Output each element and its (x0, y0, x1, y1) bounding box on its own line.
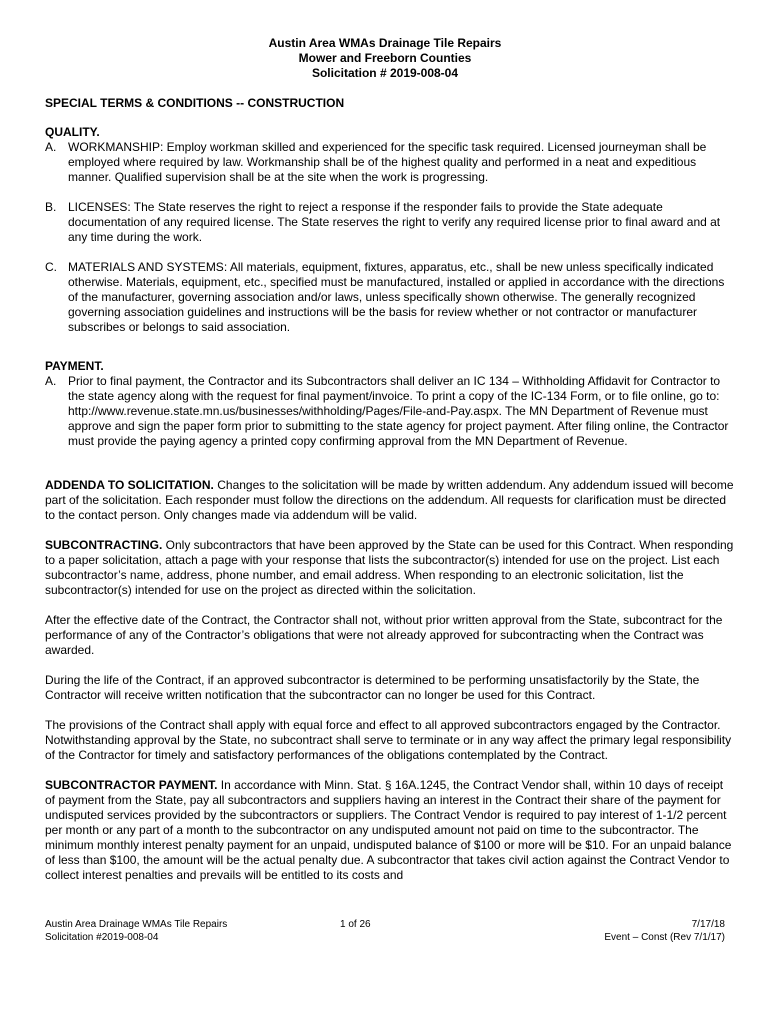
subcontracting-paragraph-4: The provisions of the Contract shall apply with equal force and effect to all approved subcontractors engaged by the Contractor. Notwithstanding approval by the State, no subcontract shall serve to terminate or in any way affect the primary legal responsibility of the Contractor for timely and satisfactory performances of the obligations contemplated by the Contract. (45, 718, 732, 762)
footer-project-title: Austin Area Drainage WMAs Tile Repairs (45, 919, 228, 930)
subcontracting-paragraph-3: During the life of the Contract, if an approved subcontractor is determined to be performing unsatisfactorily by the State, the Contractor will receive written notification that the subcontractor can no longer be used for this Contract. (45, 673, 700, 702)
item-label: A. (45, 140, 57, 154)
footer-date: 7/17/18 (691, 919, 725, 930)
document-header (0, 36, 770, 81)
section-title: SPECIAL TERMS & CONDITIONS -- CONSTRUCTION (45, 96, 345, 110)
item-text: LICENSES: The State reserves the right to reject a response if the responder fails to provide the State adequate documentation of any required license. The State reserves the right to verify any required license prior to final award and at any time during the work. (68, 200, 721, 244)
payment-heading: PAYMENT. (45, 359, 104, 373)
footer-solicitation: Solicitation #2019-008-04 (45, 932, 159, 943)
subcontractor-payment-paragraph (45, 778, 735, 883)
item-text: MATERIALS AND SYSTEMS: All materials, equipment, fixtures, apparatus, etc., shall be new unless specifically indicated otherwise. Materials, equipment, etc., specified must be manufactured, installed or applied in accordance with the directions of the manufacturer, governing association and/or laws, unless specifically shown otherwise. The generally recognized governing association guidelines and instructions will be the basis for review whether or not contractor or manufacturer subscribes or belongs to said association. (68, 260, 725, 334)
item-text: Prior to final payment, the Contractor and its Subcontractors shall deliver an IC 134 – Withholding Affidavit for Contractor to the state agency along with the request for final payment/invoice. To print a copy of the IC-134 Form, or to file online, go to: http://www.revenue.state.mn.us/businesses/withholding/Pages/File-and-Pay.aspx. The MN Department of Revenue must approve and sign the paper form prior to submitting to the state agency for project payment. After filing online, the Contractor must provide the paying agency a printed copy confirming approval from the MN Department of Revenue. (68, 374, 729, 448)
footer-left (45, 918, 227, 944)
document-body (45, 96, 735, 883)
footer-event-revision: Event – Const (Rev 7/1/17) (604, 932, 725, 943)
addenda-text: Changes to the solicitation will be made by written addendum. Any addendum issued will become part of the solicitation. Each responder must follow the directions on the addendum. All requests for clarification must be directed to the contact person. Only changes made via addendum will be valid. (45, 478, 734, 522)
quality-heading: QUALITY. (45, 125, 100, 139)
subcontractor-payment-heading: SUBCONTRACTOR PAYMENT. (45, 778, 218, 792)
item-label: C. (45, 260, 57, 274)
quality-item-a (45, 140, 735, 185)
item-label: A. (45, 374, 57, 388)
subcontracting-paragraph (45, 538, 735, 598)
header-title: Austin Area WMAs Drainage Tile Repairs (268, 36, 502, 50)
subcontracting-paragraph-2: After the effective date of the Contract, the Contractor shall not, without prior written approval from the State, subcontract for the performance of any of the Contractor’s obligations that were not already approved for subcontracting when the Contract was awarded. (45, 613, 723, 657)
item-text: WORKMANSHIP: Employ workman skilled and experienced for the specific task required. Licensed journeyman shall be employed where required by law. Workmanship shall be of the highest quality and performed in a neat and expeditious manner. Qualified supervision shall be at the site when the work is progressing. (68, 140, 707, 184)
quality-item-c (45, 260, 735, 335)
footer-right (604, 918, 725, 944)
subcontractor-payment-text: In accordance with Minn. Stat. § 16A.1245, the Contract Vendor shall, within 10 days of receipt of payment from the State, pay all subcontractors and suppliers having an interest in the Contract their share of the payment for undisputed services provided by the subcontractors or suppliers. The Contract Vendor is required to pay interest of 1-1/2 percent per month or any part of a month to the subcontractor on any undisputed amount not paid on time to the subcontractor. The minimum monthly interest penalty payment for an unpaid, undisputed balance of $100 or more will be $10. For an unpaid balance of less than $100, the amount will be the actual penalty due. A subcontractor that takes civil action against the Contract Vendor to collect interest penalties and prevails will be entitled to its costs and (45, 778, 732, 882)
item-label: B. (45, 200, 57, 214)
header-solicitation-number: Solicitation # 2019-008-04 (311, 66, 459, 80)
header-counties: Mower and Freeborn Counties (298, 51, 472, 65)
subcontracting-heading: SUBCONTRACTING. (45, 538, 163, 552)
addenda-paragraph (45, 478, 735, 523)
subcontracting-text: Only subcontractors that have been approved by the State can be used for this Contract. When responding to a paper solicitation, attach a page with your response that lists the subcontractor(s) intended for use on the project. List each subcontractor’s name, address, phone number, and email address. When responding to an electronic solicitation, list the subcontractor(s) intended for use on the project as directed within the solicitation. (45, 538, 734, 597)
addenda-heading: ADDENDA TO SOLICITATION. (45, 478, 214, 492)
quality-item-b (45, 200, 735, 245)
footer-page-number: 1 of 26 (340, 919, 371, 930)
payment-item-a (45, 374, 735, 449)
